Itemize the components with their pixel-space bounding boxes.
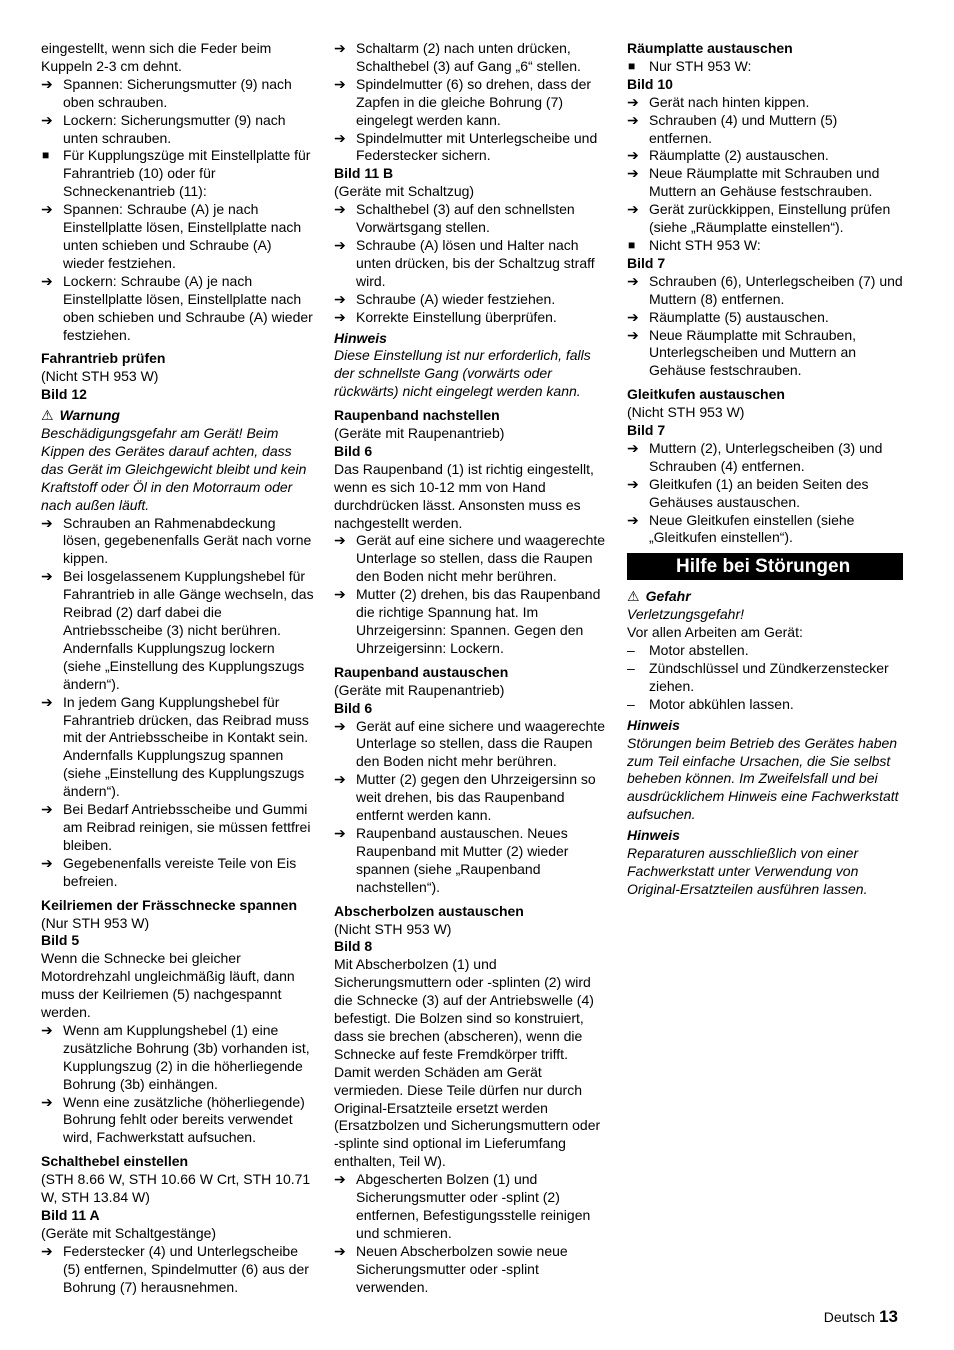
arrow-icon: ➔: [627, 475, 639, 492]
square-bullet-icon: ■: [42, 148, 50, 163]
step-text: Gegebenenfalls vereiste Teile von Eis befreien.: [63, 854, 297, 889]
figure-reference: Bild 10: [627, 75, 673, 92]
body-text: (STH 8.66 W, STH 10.66 W Crt, STH 10.71 W, STH 13.84 W): [41, 1171, 311, 1206]
step-text: Raupenband austauschen. Neues Raupenband mit Mutter (2) wieder spannen (siehe „Raupenband nachstellen“).: [356, 824, 569, 895]
instruction-step: [41, 515, 315, 569]
column-left: [41, 40, 315, 1297]
dash-bullet-icon: –: [627, 695, 635, 712]
figure-reference: Bild 8: [334, 938, 373, 955]
arrow-icon: ➔: [627, 93, 639, 110]
step-text: Lockern: Schraube (A) je nach Einstellplatte lösen, Einstellplatte nach oben schieben und Schraube (A) wieder festziehen.: [63, 272, 313, 343]
warning-heading: [627, 588, 903, 606]
instruction-step: [334, 309, 608, 327]
section-banner: Hilfe bei Störungen: [627, 553, 903, 580]
bullet-item: [627, 58, 903, 76]
arrow-icon: ➔: [627, 201, 639, 218]
step-text: Für Kupplungszüge mit Einstellplatte für Fahrantrieb (10) oder für Schneckenantrieb (11):: [63, 147, 311, 200]
step-text: Spannen: Schraube (A) je nach Einstellplatte lösen, Einstellplatte nach unten schieben und Schraube (A) wieder festziehen.: [63, 201, 302, 271]
instruction-step: [627, 440, 903, 476]
arrow-icon: ➔: [41, 201, 53, 218]
arrow-icon: ➔: [334, 586, 346, 603]
arrow-icon: ➔: [41, 1093, 53, 1110]
step-text: Korrekte Einstellung überprüfen.: [356, 308, 557, 325]
instruction-step: [334, 201, 608, 237]
body-text: eingestellt, wenn sich die Feder beim Kuppeln 2-3 cm dehnt.: [41, 40, 272, 74]
section-heading: Abscherbolzen austauschen: [334, 902, 524, 919]
figure-reference: Bild 7: [627, 254, 666, 271]
body-text: (Nicht STH 953 W): [41, 368, 159, 385]
instruction-step: [627, 512, 903, 548]
section-heading: Gleitkufen austauschen: [627, 386, 785, 403]
figure-reference: Bild 11 A: [41, 1207, 100, 1223]
note-text: Diese Einstellung ist nur erforderlich, falls der schnellste Gang (vorwärts oder rückwärts) nicht eingelegt werden kann.: [334, 347, 591, 400]
body-text: (Nicht STH 953 W): [627, 404, 745, 421]
figure-reference: Bild 12: [41, 386, 87, 403]
step-text: Wenn am Kupplungshebel (1) eine zusätzliche Bohrung (3b) vorhanden ist, Kupplungszug (2) in die höherliegende Bohrung (3b) einhängen.: [63, 1021, 310, 1092]
arrow-icon: ➔: [627, 439, 639, 456]
arrow-icon: ➔: [334, 1242, 346, 1259]
instruction-step: [41, 1022, 315, 1094]
figure-reference: Bild 7: [627, 422, 666, 439]
instruction-step: [41, 1243, 315, 1297]
instruction-step: [41, 201, 315, 273]
arrow-icon: ➔: [627, 326, 639, 343]
step-text: Neue Räumplatte mit Schrauben, Unterlegscheiben und Muttern an Gehäuse festschrauben.: [649, 326, 857, 379]
instruction-step: [627, 273, 903, 309]
square-bullet-icon: ■: [628, 237, 636, 252]
arrow-icon: ➔: [41, 693, 53, 710]
step-text: Neuen Abscherbolzen sowie neue Sicherungsmutter oder -splint verwenden.: [356, 1242, 568, 1295]
body-text: (Nicht STH 953 W): [334, 920, 452, 937]
step-text: Mutter (2) gegen den Uhrzeigersinn so weit drehen, bis das Raupenband entfernt werden kann.: [356, 771, 596, 824]
instruction-step: [627, 327, 903, 381]
step-text: In jedem Gang Kupplungshebel für Fahrantrieb drücken, das Reibrad muss mit der Antriebsscheibe in Kontakt sein. Andernfalls Kupplungszug spannen (siehe „Einstellung des Kupplungszugs ändern“).: [63, 693, 309, 800]
section-heading: Raupenband austauschen: [334, 663, 509, 680]
step-text: Schraube (A) wieder festziehen.: [356, 290, 556, 307]
instruction-step: [334, 771, 608, 825]
warning-heading: [41, 407, 315, 425]
instruction-step: [627, 94, 903, 112]
step-text: Gerät auf eine sichere und waagerechte Unterlage so stellen, dass die Raupen den Boden nicht mehr berühren.: [356, 717, 606, 770]
instruction-step: [334, 532, 608, 586]
instruction-step: [334, 586, 608, 658]
dash-item: [627, 696, 903, 714]
step-text: Wenn eine zusätzliche (höherliegende) Bohrung fehlt oder bereits verwendet wird, Fachwerkstatt aufsuchen.: [63, 1093, 305, 1146]
instruction-step: [627, 309, 903, 327]
arrow-icon: ➔: [41, 854, 53, 871]
arrow-icon: ➔: [334, 824, 346, 841]
arrow-icon: ➔: [334, 129, 346, 146]
instruction-step: [41, 694, 315, 801]
step-text: Gerät auf eine sichere und waagerechte Unterlage so stellen, dass die Raupen den Boden nicht mehr berühren.: [356, 532, 606, 585]
step-text: Neue Räumplatte mit Schrauben und Muttern an Gehäuse festschrauben.: [649, 165, 880, 200]
warning-label: Gefahr: [645, 588, 691, 605]
bullet-item: [627, 237, 903, 255]
arrow-icon: ➔: [627, 147, 639, 164]
arrow-icon: ➔: [41, 1021, 53, 1038]
arrow-icon: ➔: [334, 201, 346, 218]
step-text: Neue Gleitkufen einstellen (siehe „Gleitkufen einstellen“).: [649, 511, 855, 546]
arrow-icon: ➔: [627, 165, 639, 182]
note-text: Reparaturen ausschließlich von einer Fachwerkstatt unter Verwendung von Original-Ersatzteilen ausführen lassen.: [627, 845, 868, 897]
step-text: Gleitkufen (1) an beiden Seiten des Gehäuses austauschen.: [649, 475, 869, 510]
note-heading: Hinweis: [627, 716, 680, 733]
step-text: Bei losgelassenem Kupplungshebel für Fahrantrieb in alle Gänge wechseln, das Reibrad (2) darf dabei die Antriebsscheibe (3) nicht berühren. Andernfalls Kupplungszug lockern (siehe „Einstellung des Kupplungszugs ändern“).: [63, 568, 314, 692]
section-heading: Keilriemen der Frässchnecke spannen: [41, 896, 297, 913]
arrow-icon: ➔: [627, 308, 639, 325]
arrow-icon: ➔: [334, 40, 346, 56]
instruction-step: [41, 1094, 315, 1148]
instruction-step: [627, 112, 903, 148]
step-text: Schalthebel (3) auf den schnellsten Vorwärtsgang stellen.: [356, 201, 575, 236]
instruction-step: [627, 201, 903, 237]
section-heading: Raupenband nachstellen: [334, 407, 500, 424]
arrow-icon: ➔: [41, 801, 53, 818]
instruction-step: [334, 291, 608, 309]
figure-reference: Bild 6: [334, 442, 373, 459]
arrow-icon: ➔: [334, 308, 346, 325]
step-text: Motor abstellen.: [649, 642, 749, 659]
figure-reference: Bild 5: [41, 932, 80, 949]
step-text: Spindelmutter mit Unterlegscheibe und Federstecker sichern.: [356, 129, 598, 164]
step-text: Muttern (2), Unterlegscheiben (3) und Schrauben (4) entfernen.: [649, 439, 883, 474]
note-heading: Hinweis: [334, 329, 387, 346]
step-text: Nur STH 953 W:: [649, 57, 752, 74]
section-heading: Räumplatte austauschen: [627, 40, 793, 56]
body-text: Mit Abscherbolzen (1) und Sicherungsmuttern oder -splinten (2) wird die Schnecke (3) auf der Antriebswelle (4) befestigt. Die Bolzen sind so konstruiert, dass sie brechen (abscheren), wenn die Schnecke auf feste Fremdkörper trifft. Damit werden Schäden am Gerät vermieden. Diese Teile dürfen nur durch Original-Ersatzteile ersetzt werden (Ersatzbolzen und Sicherungsmuttern oder -splinte sind optional im Lieferumfang enthalten, Teil W).: [334, 956, 601, 1170]
arrow-icon: ➔: [627, 111, 639, 128]
arrow-icon: ➔: [334, 236, 346, 253]
warning-triangle-icon: ⚠: [627, 588, 640, 605]
step-text: Spannen: Sicherungsmutter (9) nach oben schrauben.: [63, 75, 292, 110]
step-text: Abgescherten Bolzen (1) und Sicherungsmutter oder -splint (2) entfernen, Befestigungsstelle reinigen und schmieren.: [356, 1171, 591, 1241]
page-footer: [824, 1308, 898, 1327]
arrow-icon: ➔: [41, 111, 53, 128]
step-text: Schrauben an Rahmenabdeckung lösen, gegebenenfalls Gerät nach vorne kippen.: [63, 514, 312, 567]
instruction-step: [334, 825, 608, 897]
arrow-icon: ➔: [627, 272, 639, 289]
figure-reference: Bild 6: [334, 699, 373, 716]
body-text: (Geräte mit Raupenantrieb): [334, 425, 505, 442]
body-text: (Geräte mit Raupenantrieb): [334, 681, 505, 698]
instruction-step: [334, 76, 608, 130]
body-text: (Geräte mit Schaltzug): [334, 183, 475, 200]
arrow-icon: ➔: [334, 771, 346, 788]
instruction-step: [41, 568, 315, 693]
step-text: Bei Bedarf Antriebsscheibe und Gummi am Reibrad reinigen, sie müssen fettfrei bleiben.: [63, 801, 311, 853]
arrow-icon: ➔: [41, 272, 53, 289]
instruction-step: [627, 147, 903, 165]
section-heading: Fahrantrieb prüfen: [41, 350, 166, 367]
step-text: Motor abkühlen lassen.: [649, 695, 794, 712]
step-text: Zündschlüssel und Zündkerzenstecker ziehen.: [649, 660, 889, 694]
body-text: Das Raupenband (1) ist richtig eingestellt, wenn es sich 10-12 mm von Hand durchdrücken lässt. Ansonsten muss es nachgestellt werden.: [334, 460, 594, 531]
step-text: Lockern: Sicherungsmutter (9) nach unten schrauben.: [63, 111, 286, 146]
instruction-step: [334, 718, 608, 772]
arrow-icon: ➔: [41, 514, 53, 531]
footer-language: Deutsch: [823, 1309, 876, 1325]
instruction-step: [334, 237, 608, 291]
arrow-icon: ➔: [334, 1171, 346, 1188]
arrow-icon: ➔: [627, 511, 639, 528]
warning-triangle-icon: ⚠: [41, 407, 54, 424]
arrow-icon: ➔: [334, 717, 346, 734]
instruction-step: [627, 165, 903, 201]
step-text: Räumplatte (5) austauschen.: [649, 308, 829, 325]
instruction-step: [41, 855, 315, 891]
instruction-step: [627, 476, 903, 512]
step-text: Schrauben (4) und Muttern (5) entfernen.: [649, 111, 838, 146]
body-text: Vor allen Arbeiten am Gerät:: [627, 624, 803, 641]
arrow-icon: ➔: [41, 75, 53, 92]
instruction-step: [334, 130, 608, 166]
warning-label: Warnung: [59, 407, 120, 424]
dash-item: [627, 642, 903, 660]
step-text: Gerät nach hinten kippen.: [649, 93, 810, 110]
arrow-icon: ➔: [41, 568, 53, 585]
page-number: 13: [879, 1307, 898, 1326]
step-text: Räumplatte (2) austauschen.: [649, 147, 829, 164]
dash-bullet-icon: –: [627, 642, 635, 659]
arrow-icon: ➔: [334, 290, 346, 307]
step-text: Schraube (A) lösen und Halter nach unten drücken, bis der Schaltzug straff wird.: [356, 236, 595, 289]
step-text: Federstecker (4) und Unterlegscheibe (5) entfernen, Spindelmutter (6) aus der Bohrung (7) herausnehmen.: [63, 1242, 309, 1295]
body-text: Wenn die Schnecke bei gleicher Motordrehzahl ungleichmäßig läuft, dann muss der Keilriemen (5) nachgespannt werden.: [41, 950, 295, 1021]
instruction-step: [334, 1243, 608, 1297]
column-right: [627, 40, 903, 899]
column-middle: [334, 40, 608, 1297]
step-text: Spindelmutter (6) so drehen, dass der Zapfen in die gleiche Bohrung (7) eingelegt werden kann.: [356, 75, 592, 128]
instruction-step: [41, 273, 315, 345]
dash-item: [627, 660, 903, 696]
body-text: (Geräte mit Schaltgestänge): [41, 1224, 217, 1241]
instruction-step: [334, 1171, 608, 1243]
note-text: Verletzungsgefahr!: [627, 606, 744, 623]
bullet-item: [41, 147, 315, 201]
arrow-icon: ➔: [334, 532, 346, 549]
figure-reference: Bild 11 B: [334, 165, 394, 182]
step-text: Mutter (2) drehen, bis das Raupenband die richtige Spannung hat. Im Uhrzeigersinn: Spannen. Gegen den Uhrzeigersinn: Lockern.: [356, 586, 601, 656]
instruction-step: [41, 801, 315, 855]
note-text: Störungen beim Betrieb des Gerätes haben zum Teil einfache Ursachen, die Sie selbst beheben können. Im Zweifelsfall und bei ausdrücklichem Hinweis eine Fachwerkstatt aufsuchen.: [627, 734, 899, 823]
step-text: Nicht STH 953 W:: [649, 236, 761, 253]
step-text: Schaltarm (2) nach unten drücken, Schalthebel (3) auf Gang „6“ stellen.: [356, 40, 581, 74]
arrow-icon: ➔: [41, 1242, 53, 1259]
step-text: Schrauben (6), Unterlegscheiben (7) und Muttern (8) entfernen.: [649, 272, 903, 307]
step-text: Gerät zurückkippen, Einstellung prüfen (siehe „Räumplatte einstellen“).: [649, 201, 891, 236]
note-heading: Hinweis: [627, 827, 680, 844]
note-text: Beschädigungsgefahr am Gerät! Beim Kippen des Gerätes darauf achten, dass das Gerät im Gleichgewicht bleibt und kein Kraftstoff oder Öl in den Motorraum oder nach außen läuft.: [41, 425, 307, 513]
body-text: (Nur STH 953 W): [41, 914, 150, 931]
instruction-step: [334, 40, 608, 76]
square-bullet-icon: ■: [628, 58, 636, 73]
instruction-step: [41, 112, 315, 148]
dash-bullet-icon: –: [627, 660, 635, 676]
section-heading: Schalthebel einstellen: [41, 1153, 189, 1170]
instruction-step: [41, 76, 315, 112]
arrow-icon: ➔: [334, 75, 346, 92]
